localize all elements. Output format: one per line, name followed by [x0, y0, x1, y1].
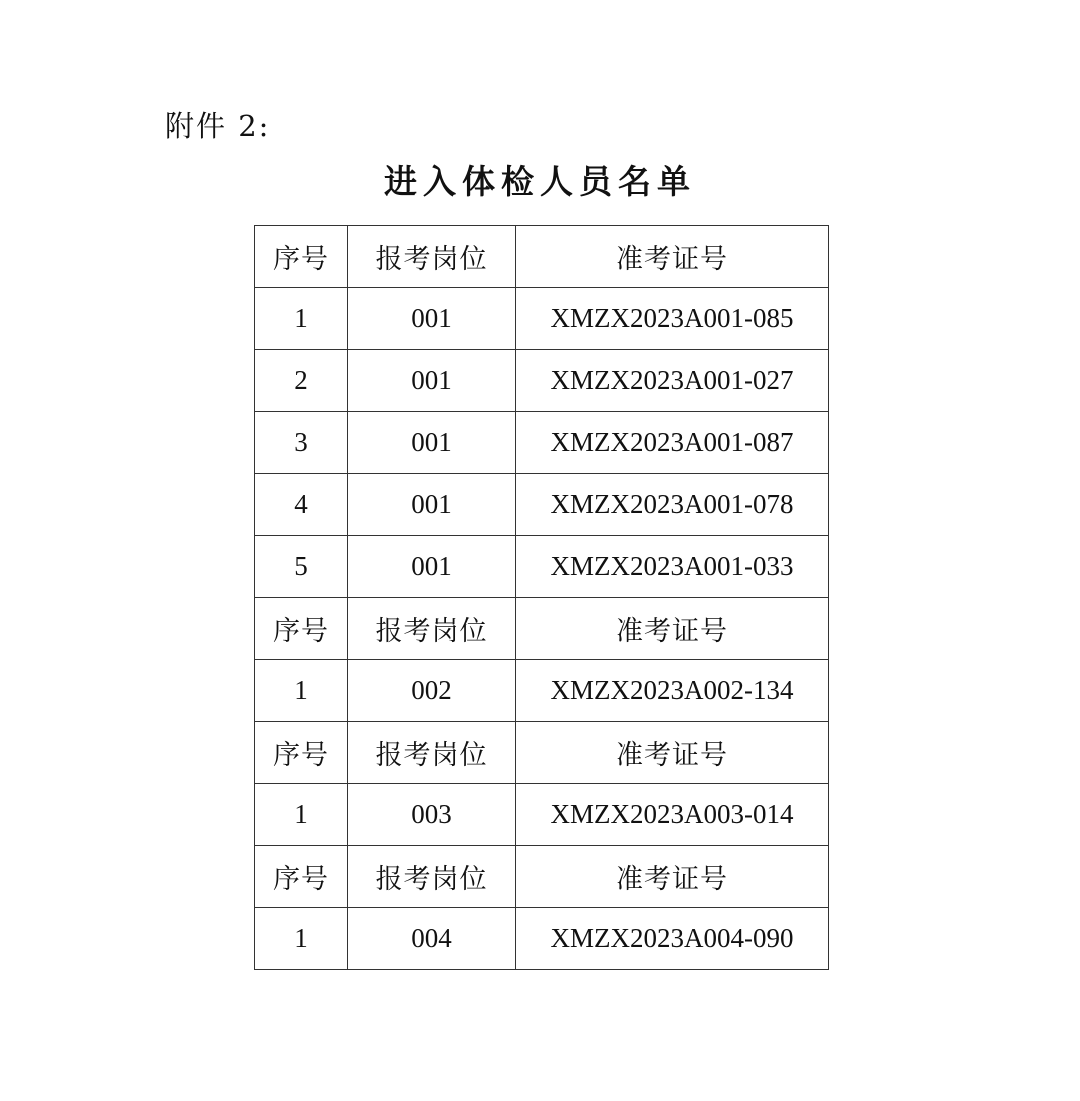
- cell-seq: 4: [255, 474, 348, 536]
- header-seq: 序号: [255, 722, 348, 784]
- cell-ticket: XMZX2023A003-014: [516, 784, 829, 846]
- attachment-label: 附件 2:: [165, 109, 271, 143]
- cell-position: 001: [348, 350, 516, 412]
- header-position: 报考岗位: [348, 226, 516, 288]
- table-row: [255, 350, 829, 412]
- table-row: [255, 288, 829, 350]
- table-row: [255, 536, 829, 598]
- header-seq: 序号: [255, 598, 348, 660]
- cell-position: 001: [348, 412, 516, 474]
- header-ticket: 准考证号: [516, 722, 829, 784]
- table-row: [255, 784, 829, 846]
- cell-ticket: XMZX2023A002-134: [516, 660, 829, 722]
- cell-seq: 1: [255, 908, 348, 970]
- header-seq: 序号: [255, 226, 348, 288]
- table-row: [255, 412, 829, 474]
- cell-position: 004: [348, 908, 516, 970]
- header-position: 报考岗位: [348, 722, 516, 784]
- cell-position: 001: [348, 474, 516, 536]
- header-ticket: 准考证号: [516, 598, 829, 660]
- table-row: [255, 908, 829, 970]
- cell-ticket: XMZX2023A001-033: [516, 536, 829, 598]
- table-header-row: [255, 598, 829, 660]
- exam-roster-table: [254, 225, 829, 970]
- cell-position: 002: [348, 660, 516, 722]
- header-seq: 序号: [255, 846, 348, 908]
- cell-ticket: XMZX2023A001-085: [516, 288, 829, 350]
- table-header-row: [255, 846, 829, 908]
- cell-ticket: XMZX2023A001-078: [516, 474, 829, 536]
- header-ticket: 准考证号: [516, 846, 829, 908]
- header-ticket: 准考证号: [516, 226, 829, 288]
- table-header-row: [255, 722, 829, 784]
- cell-ticket: XMZX2023A004-090: [516, 908, 829, 970]
- cell-position: 001: [348, 536, 516, 598]
- header-position: 报考岗位: [348, 598, 516, 660]
- header-position: 报考岗位: [348, 846, 516, 908]
- cell-position: 003: [348, 784, 516, 846]
- cell-ticket: XMZX2023A001-087: [516, 412, 829, 474]
- cell-seq: 1: [255, 784, 348, 846]
- table-header-row: [255, 226, 829, 288]
- table-row: [255, 660, 829, 722]
- cell-seq: 3: [255, 412, 348, 474]
- table-row: [255, 474, 829, 536]
- cell-position: 001: [348, 288, 516, 350]
- cell-seq: 2: [255, 350, 348, 412]
- cell-ticket: XMZX2023A001-027: [516, 350, 829, 412]
- cell-seq: 5: [255, 536, 348, 598]
- document-title: 进入体检人员名单: [384, 162, 696, 201]
- cell-seq: 1: [255, 288, 348, 350]
- cell-seq: 1: [255, 660, 348, 722]
